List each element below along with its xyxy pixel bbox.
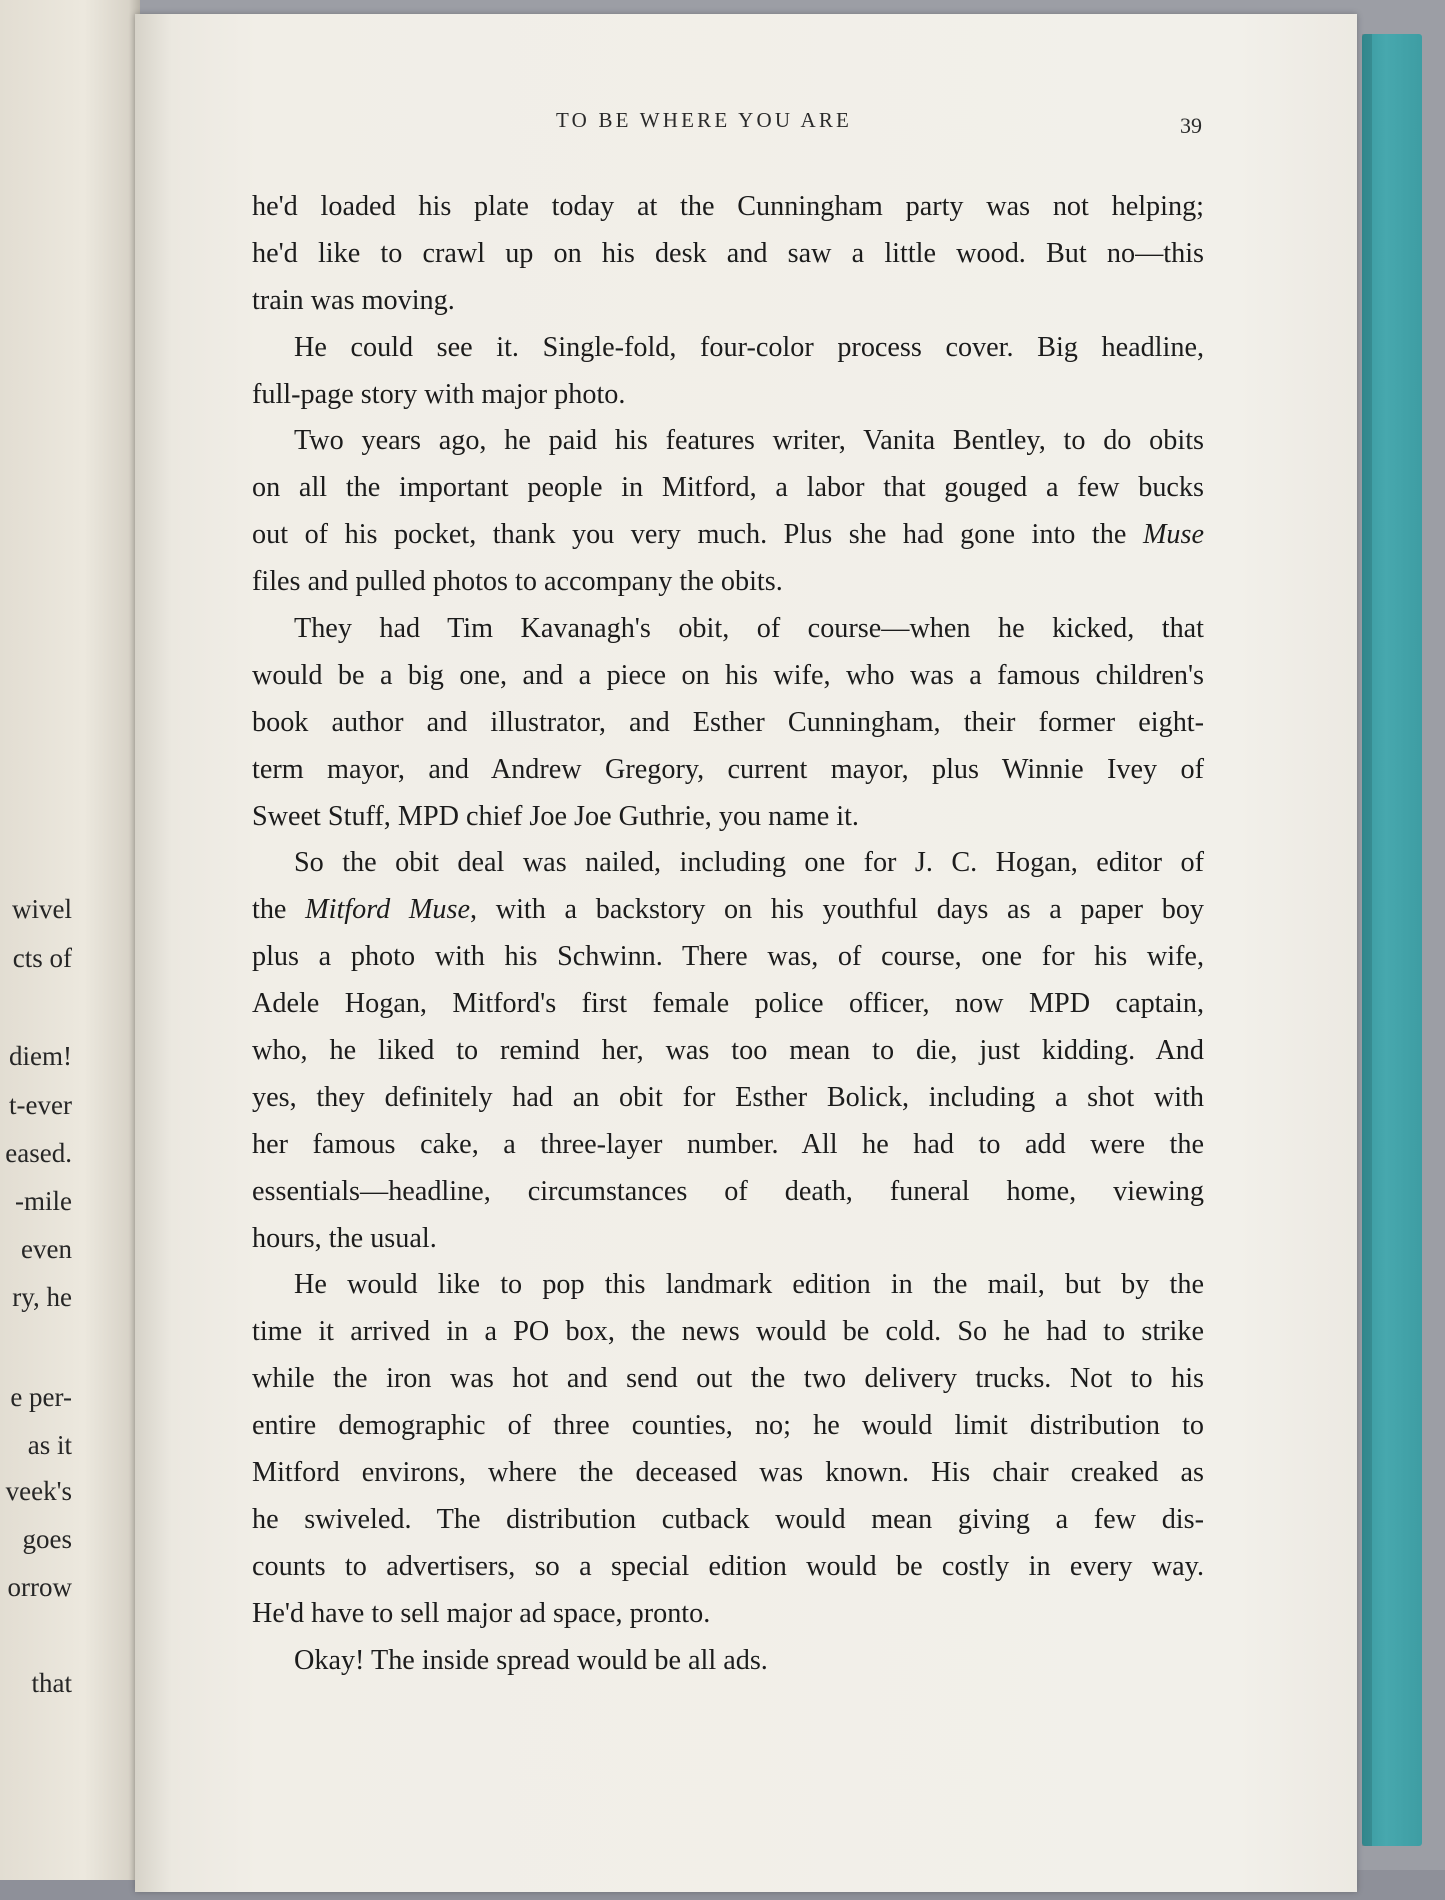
- text-line: while the iron was hot and send out the two delivery trucks. Not to his: [252, 1363, 1204, 1395]
- text-line: He'd have to sell major ad space, pronto.: [252, 1597, 711, 1629]
- text-line: files and pulled photos to accompany the obits.: [252, 566, 783, 598]
- text-line: He could see it. Single-fold, four-color process cover. Big headline,: [294, 331, 1204, 363]
- left-page-fragment: -mile: [15, 1186, 72, 1216]
- left-page-fragment: wivel: [12, 894, 72, 924]
- text-line: Okay! The inside spread would be all ads.: [294, 1644, 768, 1676]
- text-line: hours, the usual.: [252, 1222, 437, 1254]
- facing-page-left: [0, 0, 140, 1880]
- left-page-fragment: that: [31, 1668, 72, 1698]
- book-cover-shadow: [1362, 34, 1372, 1846]
- text-line: would be a big one, and a piece on his wife, who was a famous children's: [252, 659, 1204, 691]
- text-line: time it arrived in a PO box, the news would be cold. So he had to strike: [252, 1316, 1204, 1348]
- left-page-fragment: e per-: [10, 1382, 72, 1412]
- text-line: entire demographic of three counties, no; he would limit distribution to: [252, 1410, 1204, 1442]
- text-line: So the obit deal was nailed, including one for J. C. Hogan, editor of: [294, 847, 1204, 879]
- left-page-fragment: even: [21, 1234, 72, 1264]
- text-line: They had Tim Kavanagh's obit, of course—when he kicked, that: [294, 613, 1204, 645]
- text-line: full-page story with major photo.: [252, 378, 626, 410]
- text-line: out of his pocket, thank you very much. Plus she had gone into the Muse: [252, 519, 1204, 551]
- left-page-fragment: t-ever: [9, 1090, 72, 1120]
- text-line: who, he liked to remind her, was too mean to die, just kidding. And: [252, 1035, 1204, 1067]
- text-line: he'd loaded his plate today at the Cunningham party was not helping;: [252, 191, 1204, 222]
- text-line: Sweet Stuff, MPD chief Joe Joe Guthrie, you name it.: [252, 800, 859, 832]
- left-page-fragment: goes: [22, 1524, 72, 1554]
- text-line: he'd like to crawl up on his desk and saw a little wood. But no—this: [252, 237, 1204, 269]
- left-page-fragment: veek's: [5, 1476, 72, 1506]
- page-body-text: [252, 184, 1204, 1685]
- text-line: counts to advertisers, so a special edition would be costly in every way.: [252, 1550, 1204, 1582]
- text-line: the Mitford Muse, with a backstory on his youthful days as a paper boy: [252, 894, 1205, 926]
- text-line: essentials—headline, circumstances of death, funeral home, viewing: [252, 1175, 1204, 1207]
- page-number: 39: [1180, 113, 1202, 138]
- left-page-fragment: eased.: [5, 1138, 72, 1168]
- text-line: he swiveled. The distribution cutback would mean giving a few dis-: [252, 1503, 1204, 1535]
- running-head: TO BE WHERE YOU ARE: [556, 108, 853, 132]
- text-line: on all the important people in Mitford, a labor that gouged a few bucks: [252, 472, 1204, 504]
- text-line: Two years ago, he paid his features writer, Vanita Bentley, to do obits: [294, 425, 1204, 457]
- text-line: Adele Hogan, Mitford's first female police officer, now MPD captain,: [252, 988, 1204, 1020]
- text-line: her famous cake, a three-layer number. All he had to add were the: [252, 1128, 1204, 1160]
- text-line: Mitford environs, where the deceased was known. His chair creaked as: [252, 1457, 1204, 1489]
- left-page-fragment: as it: [27, 1430, 72, 1460]
- text-line: He would like to pop this landmark edition in the mail, but by the: [294, 1269, 1204, 1301]
- left-page-fragment: diem!: [9, 1041, 72, 1071]
- text-line: plus a photo with his Schwinn. There was, of course, one for his wife,: [252, 941, 1204, 973]
- left-page-fragment: ry, he: [12, 1282, 72, 1312]
- text-line: term mayor, and Andrew Gregory, current mayor, plus Winnie Ivey of: [252, 753, 1204, 785]
- text-line: yes, they definitely had an obit for Esther Bolick, including a shot with: [252, 1081, 1204, 1113]
- left-page-fragment: orrow: [7, 1572, 72, 1602]
- text-line: train was moving.: [252, 284, 455, 316]
- text-line: book author and illustrator, and Esther Cunningham, their former eight-: [252, 706, 1204, 738]
- left-page-fragment: cts of: [12, 943, 72, 973]
